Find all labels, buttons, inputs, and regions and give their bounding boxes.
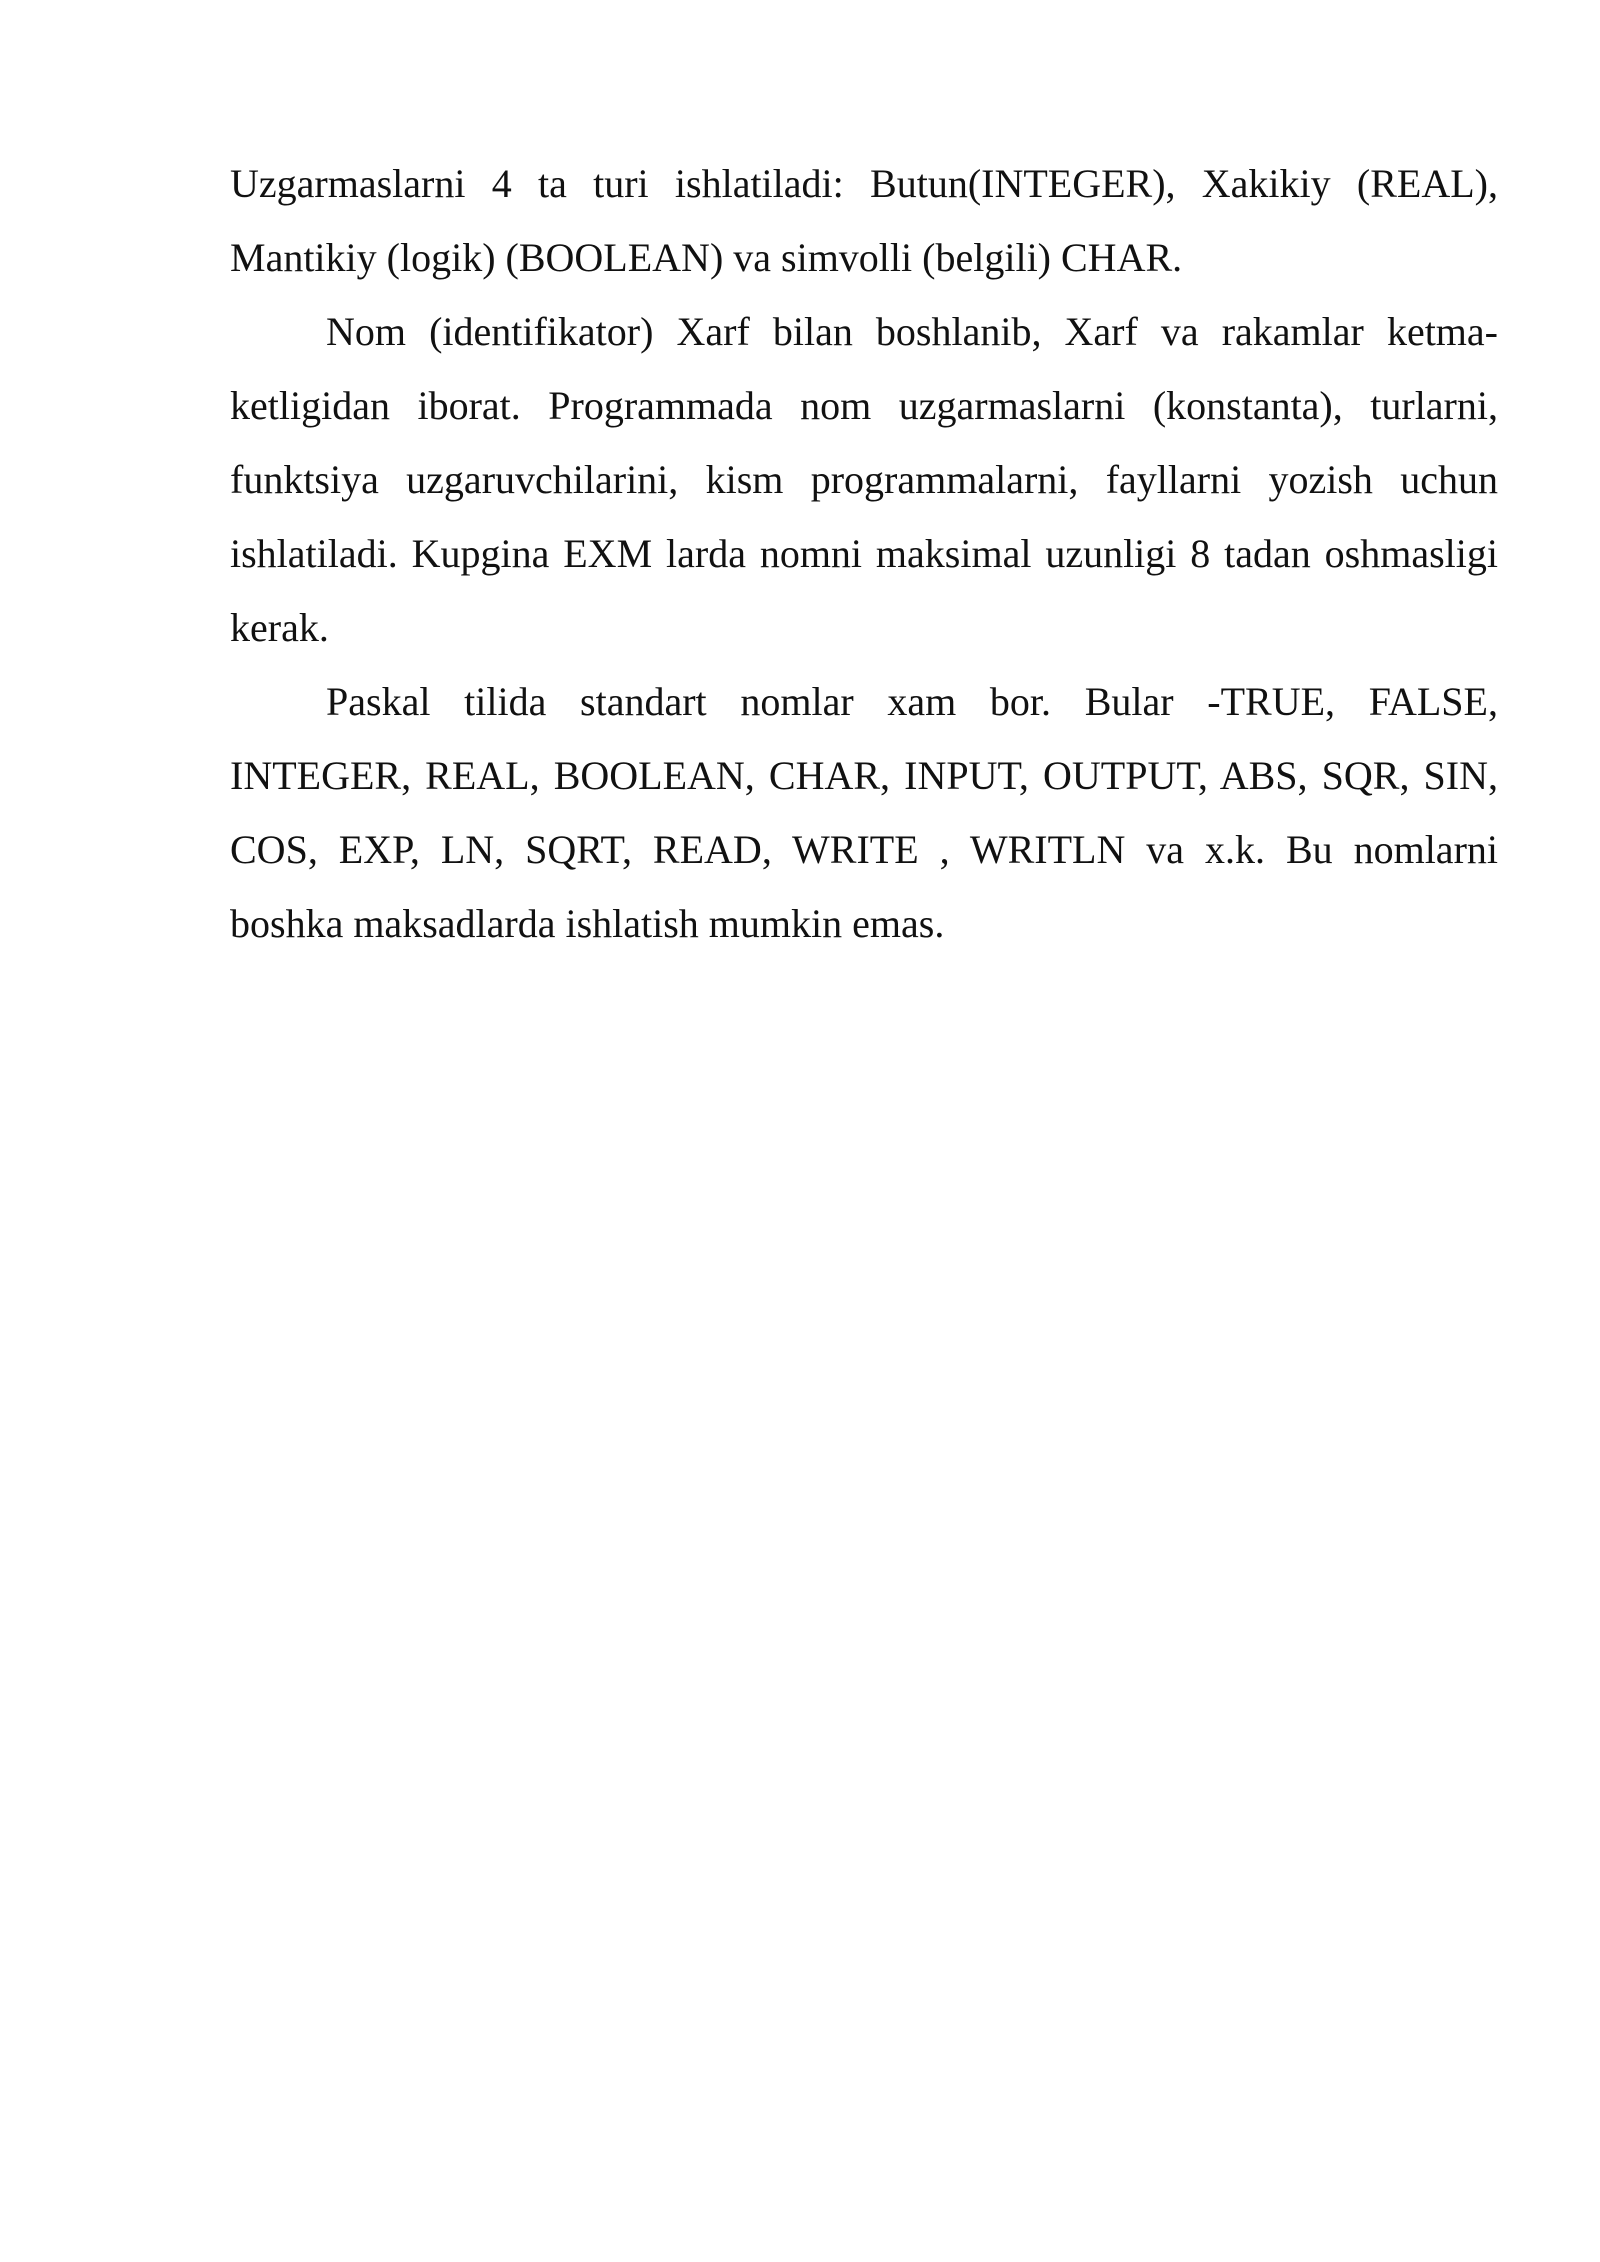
paragraph-standard-names: Paskal tilida standart nomlar xam bor. Bular -TRUE, FALSE, INTEGER, REAL, BOOLEAN, CHAR, INPUT, OUTPUT, ABS, SQR, SIN, COS, EXP, LN, SQRT, READ, WRITE , WRITLN va x.k. Bu nomlarni boshka maksadlarda ishlatish mumkin emas.: [230, 679, 1498, 946]
paragraph-constant-types: Uzgarmaslarni 4 ta turi ishlatiladi: Butun(INTEGER), Xakikiy (REAL), Mantikiy (logik) (BOOLEAN) va simvolli (belgili) CHAR.: [230, 161, 1498, 280]
paragraph-identifier-name: Nom (identifikator) Xarf bilan boshlanib, Xarf va rakamlar ketma-ketligidan iborat. Programmada nom uzgarmaslarni (konstanta), turlarni, funktsiya uzgaruvchilarini, kism programmalarni, fayllarni yozish uchun ishlatiladi. Kupgina EXM larda nomni maksimal uzunligi 8 tadan oshmasligi kerak.: [230, 309, 1498, 650]
body-text: [230, 147, 1498, 961]
